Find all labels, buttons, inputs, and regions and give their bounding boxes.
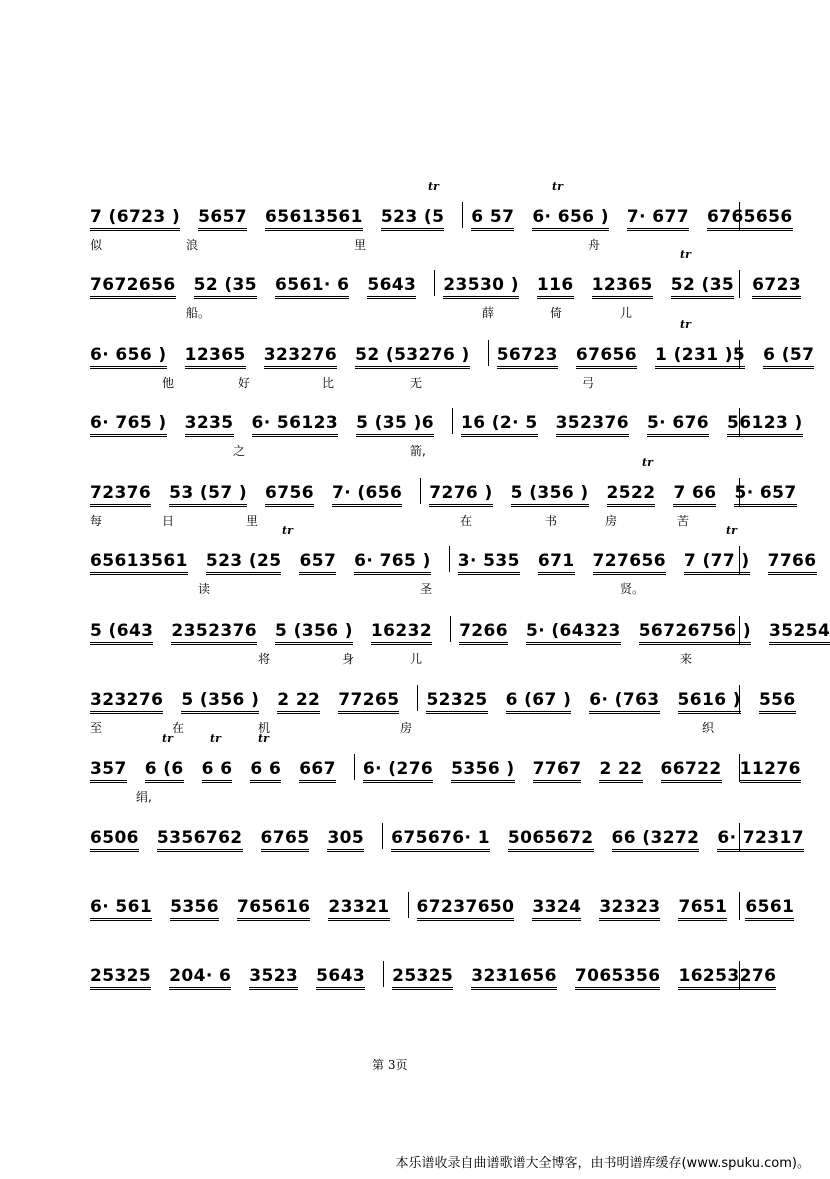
note-group: 7 (77 ) — [684, 551, 750, 575]
lyric-char: 薛 — [482, 306, 495, 320]
note-group: 53 (57 ) — [169, 483, 247, 507]
note-group: 6 (57 — [763, 345, 814, 369]
bar-line — [417, 685, 418, 711]
note-group: 7766 — [768, 551, 817, 575]
lyric-char: 儿 — [620, 306, 633, 320]
notation-row — [90, 892, 812, 918]
note-group: 6 (6 — [145, 759, 184, 783]
lyric-char: 倚 — [550, 306, 563, 320]
bar-line — [450, 616, 451, 642]
note-group: 357 — [90, 759, 127, 783]
notation-row — [90, 961, 794, 987]
lyric-char: 箭, — [410, 444, 426, 458]
note-group: 6 57 — [471, 207, 514, 231]
notation-row — [90, 754, 819, 780]
note-group: 352376 — [556, 413, 629, 437]
note-group: 5· 657 — [734, 483, 796, 507]
note-group: 5657 — [198, 207, 247, 231]
note-group: 7 (6723 ) — [90, 207, 180, 231]
lyric-char: 弓 — [582, 376, 595, 390]
note-group: 52 (35 — [194, 275, 257, 299]
note-group: 12365 — [185, 345, 246, 369]
score-line — [90, 248, 802, 330]
lyric-char: 似 — [90, 238, 103, 252]
trill-mark: tr — [210, 732, 221, 745]
note-group: 6· (276 — [363, 759, 433, 783]
note-group: 5 (356 ) — [511, 483, 589, 507]
note-group: 556 — [759, 690, 796, 714]
note-group: 25325 — [392, 966, 453, 990]
note-group: 23530 ) — [443, 275, 519, 299]
note-group: 6· 765 ) — [90, 413, 167, 437]
note-group: 67656 — [576, 345, 637, 369]
note-group: 765616 — [237, 897, 310, 921]
score-line — [90, 892, 795, 952]
notation-row — [90, 202, 811, 228]
notation-row — [90, 408, 821, 434]
note-group: 7065356 — [575, 966, 661, 990]
note-group: 32323 — [599, 897, 660, 921]
bar-line — [382, 823, 383, 849]
lyric-char: 机 — [258, 721, 271, 735]
note-group: 66722 — [661, 759, 722, 783]
note-group: 1 (231 )5 — [655, 345, 745, 369]
lyric-char: 浪 — [186, 238, 199, 252]
note-group: 67237650 — [417, 897, 515, 921]
note-group: 52 (35 — [671, 275, 734, 299]
notation-row — [90, 823, 822, 849]
note-group: 56723 — [497, 345, 558, 369]
score-line — [90, 456, 797, 538]
lyric-char: 读 — [198, 582, 211, 596]
lyric-char: 比 — [322, 376, 335, 390]
note-group: 2 22 — [599, 759, 642, 783]
note-group: 6561 — [745, 897, 794, 921]
trill-mark: tr — [726, 524, 737, 537]
note-group: 6 6 — [250, 759, 281, 783]
note-group: 6756 — [265, 483, 314, 507]
note-group: 657 — [299, 551, 336, 575]
end-bar-line — [739, 408, 740, 436]
note-group: 5065672 — [508, 828, 594, 852]
note-group: 5· (64323 — [526, 621, 621, 645]
lyric-char: 日 — [162, 514, 175, 528]
bar-line — [452, 408, 453, 434]
end-bar-line — [739, 754, 740, 782]
lyric-char: 贤。 — [620, 582, 645, 596]
trill-mark: tr — [552, 180, 563, 193]
note-group: 16 (2· 5 — [461, 413, 538, 437]
score-line — [90, 180, 793, 262]
note-group: 6723 — [752, 275, 801, 299]
note-group: 6 6 — [202, 759, 233, 783]
lyric-char: 之 — [233, 444, 246, 458]
note-group: 667 — [299, 759, 336, 783]
end-bar-line — [739, 961, 740, 989]
note-group: 116 — [537, 275, 574, 299]
bar-line — [420, 478, 421, 504]
note-group: 3324 — [532, 897, 581, 921]
note-group: 5 (356 ) — [275, 621, 353, 645]
note-group: 671 — [538, 551, 575, 575]
note-group: 7651 — [678, 897, 727, 921]
note-group: 7· (656 — [332, 483, 402, 507]
lyric-char: 苦 — [677, 514, 690, 528]
lyric-char: 身 — [342, 652, 355, 666]
end-bar-line — [739, 478, 740, 506]
note-group: 523 (25 — [206, 551, 282, 575]
note-group: 5 (356 ) — [181, 690, 259, 714]
page-number: 第 3页 — [372, 1058, 408, 1072]
lyric-char: 至 — [90, 721, 103, 735]
lyric-char: 织 — [702, 721, 715, 735]
notation-row — [90, 685, 814, 711]
lyric-char: 圣 — [420, 582, 433, 596]
note-group: 6· 656 ) — [90, 345, 167, 369]
note-group: 65613561 — [90, 551, 188, 575]
note-group: 6· 56123 — [252, 413, 339, 437]
note-group: 11276 — [740, 759, 801, 783]
end-bar-line — [739, 270, 740, 298]
note-group: 204· 6 — [169, 966, 231, 990]
notation-row — [90, 478, 815, 504]
end-bar-line — [739, 823, 740, 851]
note-group: 23321 — [328, 897, 389, 921]
bar-line — [449, 546, 450, 572]
note-group: 77265 — [338, 690, 399, 714]
note-group: 7276 ) — [429, 483, 492, 507]
score-line — [90, 318, 815, 400]
end-bar-line — [739, 340, 740, 368]
note-group: 6 (67 ) — [506, 690, 572, 714]
footer-credit: 本乐谱收录自曲谱歌谱大全博客，由书明谱库缓存(www.spuku.com)。 — [395, 1156, 810, 1171]
bar-line — [462, 202, 463, 228]
score-line — [90, 685, 796, 745]
lyric-char: 里 — [354, 238, 367, 252]
note-group: 56123 ) — [727, 413, 803, 437]
note-group: 3523 — [249, 966, 298, 990]
lyric-char: 舟 — [588, 238, 601, 252]
note-group: 2352376 — [171, 621, 257, 645]
lyric-char: 船。 — [186, 306, 211, 320]
lyric-char: 书 — [545, 514, 558, 528]
note-group: 6765656 — [707, 207, 793, 231]
note-group: 675676· 1 — [391, 828, 490, 852]
notation-row — [90, 270, 819, 296]
end-bar-line — [739, 892, 740, 920]
note-group: 5 (643 — [90, 621, 153, 645]
note-group: 3· 535 — [458, 551, 520, 575]
note-group: 5 (35 )6 — [356, 413, 434, 437]
lyric-char: 来 — [680, 652, 693, 666]
note-group: 12365 — [592, 275, 653, 299]
lyric-char: 在 — [460, 514, 473, 528]
trill-mark: tr — [680, 248, 691, 261]
note-group: 65613561 — [265, 207, 363, 231]
note-group: 5616 ) — [678, 690, 741, 714]
note-group: 5356 ) — [451, 759, 514, 783]
note-group: 6561· 6 — [275, 275, 349, 299]
score-line — [90, 961, 777, 1021]
note-group: 323276 — [264, 345, 337, 369]
note-group: 6· 765 ) — [354, 551, 431, 575]
note-group: 5· 676 — [647, 413, 709, 437]
note-group: 3235 — [185, 413, 234, 437]
bar-line — [434, 270, 435, 296]
note-group: 7· 677 — [627, 207, 689, 231]
trill-mark: tr — [428, 180, 439, 193]
note-group: 727656 — [593, 551, 666, 575]
note-group: 66 (3272 — [612, 828, 700, 852]
note-group: 16232 — [371, 621, 432, 645]
trill-mark: tr — [162, 732, 173, 745]
bar-line — [488, 340, 489, 366]
note-group: 6· (763 — [589, 690, 659, 714]
note-group: 2 22 — [277, 690, 320, 714]
lyric-char: 绢, — [136, 790, 152, 804]
lyric-char: 房 — [605, 514, 618, 528]
trill-mark: tr — [282, 524, 293, 537]
note-group: 25325 — [90, 966, 151, 990]
note-group: 56726756 ) — [639, 621, 751, 645]
trill-mark: tr — [680, 318, 691, 331]
lyric-char: 好 — [238, 376, 251, 390]
lyric-char: 无 — [410, 376, 423, 390]
lyric-char: 里 — [246, 514, 259, 528]
note-group: 7 66 — [673, 483, 716, 507]
note-group: 6765 — [261, 828, 310, 852]
lyric-char: 他 — [162, 376, 175, 390]
note-group: 35254 — [769, 621, 830, 645]
lyric-char: 房 — [400, 721, 413, 735]
note-group: 2522 — [607, 483, 656, 507]
end-bar-line — [739, 616, 740, 644]
bar-line — [354, 754, 355, 780]
score-line — [90, 616, 830, 676]
trill-mark: tr — [258, 732, 269, 745]
note-group: 7266 — [459, 621, 508, 645]
score-line — [90, 732, 801, 814]
bar-line — [408, 892, 409, 918]
note-group: 3231656 — [471, 966, 557, 990]
trill-mark: tr — [642, 456, 653, 469]
notation-row — [90, 616, 830, 642]
lyric-char: 儿 — [410, 652, 423, 666]
lyric-char: 将 — [258, 652, 271, 666]
note-group: 6· 656 ) — [532, 207, 609, 231]
notation-row — [90, 546, 830, 572]
note-group: 16253276 — [678, 966, 776, 990]
lyric-char: 在 — [172, 721, 185, 735]
note-group: 52 (53276 ) — [355, 345, 470, 369]
end-bar-line — [739, 202, 740, 230]
note-group: 7672656 — [90, 275, 176, 299]
note-group: 323276 — [90, 690, 163, 714]
end-bar-line — [739, 685, 740, 713]
note-group: 7767 — [533, 759, 582, 783]
note-group: 52325 — [426, 690, 487, 714]
notation-row — [90, 340, 830, 366]
note-group: 5356 — [170, 897, 219, 921]
note-group: 5643 — [367, 275, 416, 299]
note-group: 305 — [327, 828, 364, 852]
note-group: 6· 72317 — [717, 828, 804, 852]
note-group: 72376 — [90, 483, 151, 507]
end-bar-line — [739, 546, 740, 574]
bar-line — [383, 961, 384, 987]
note-group: 6· 561 — [90, 897, 152, 921]
note-group: 6506 — [90, 828, 139, 852]
note-group: 5356762 — [157, 828, 243, 852]
note-group: 5643 — [316, 966, 365, 990]
lyric-char: 每 — [90, 514, 103, 528]
score-line — [90, 524, 817, 606]
score-line — [90, 823, 804, 883]
note-group: 523 (5 — [381, 207, 444, 231]
